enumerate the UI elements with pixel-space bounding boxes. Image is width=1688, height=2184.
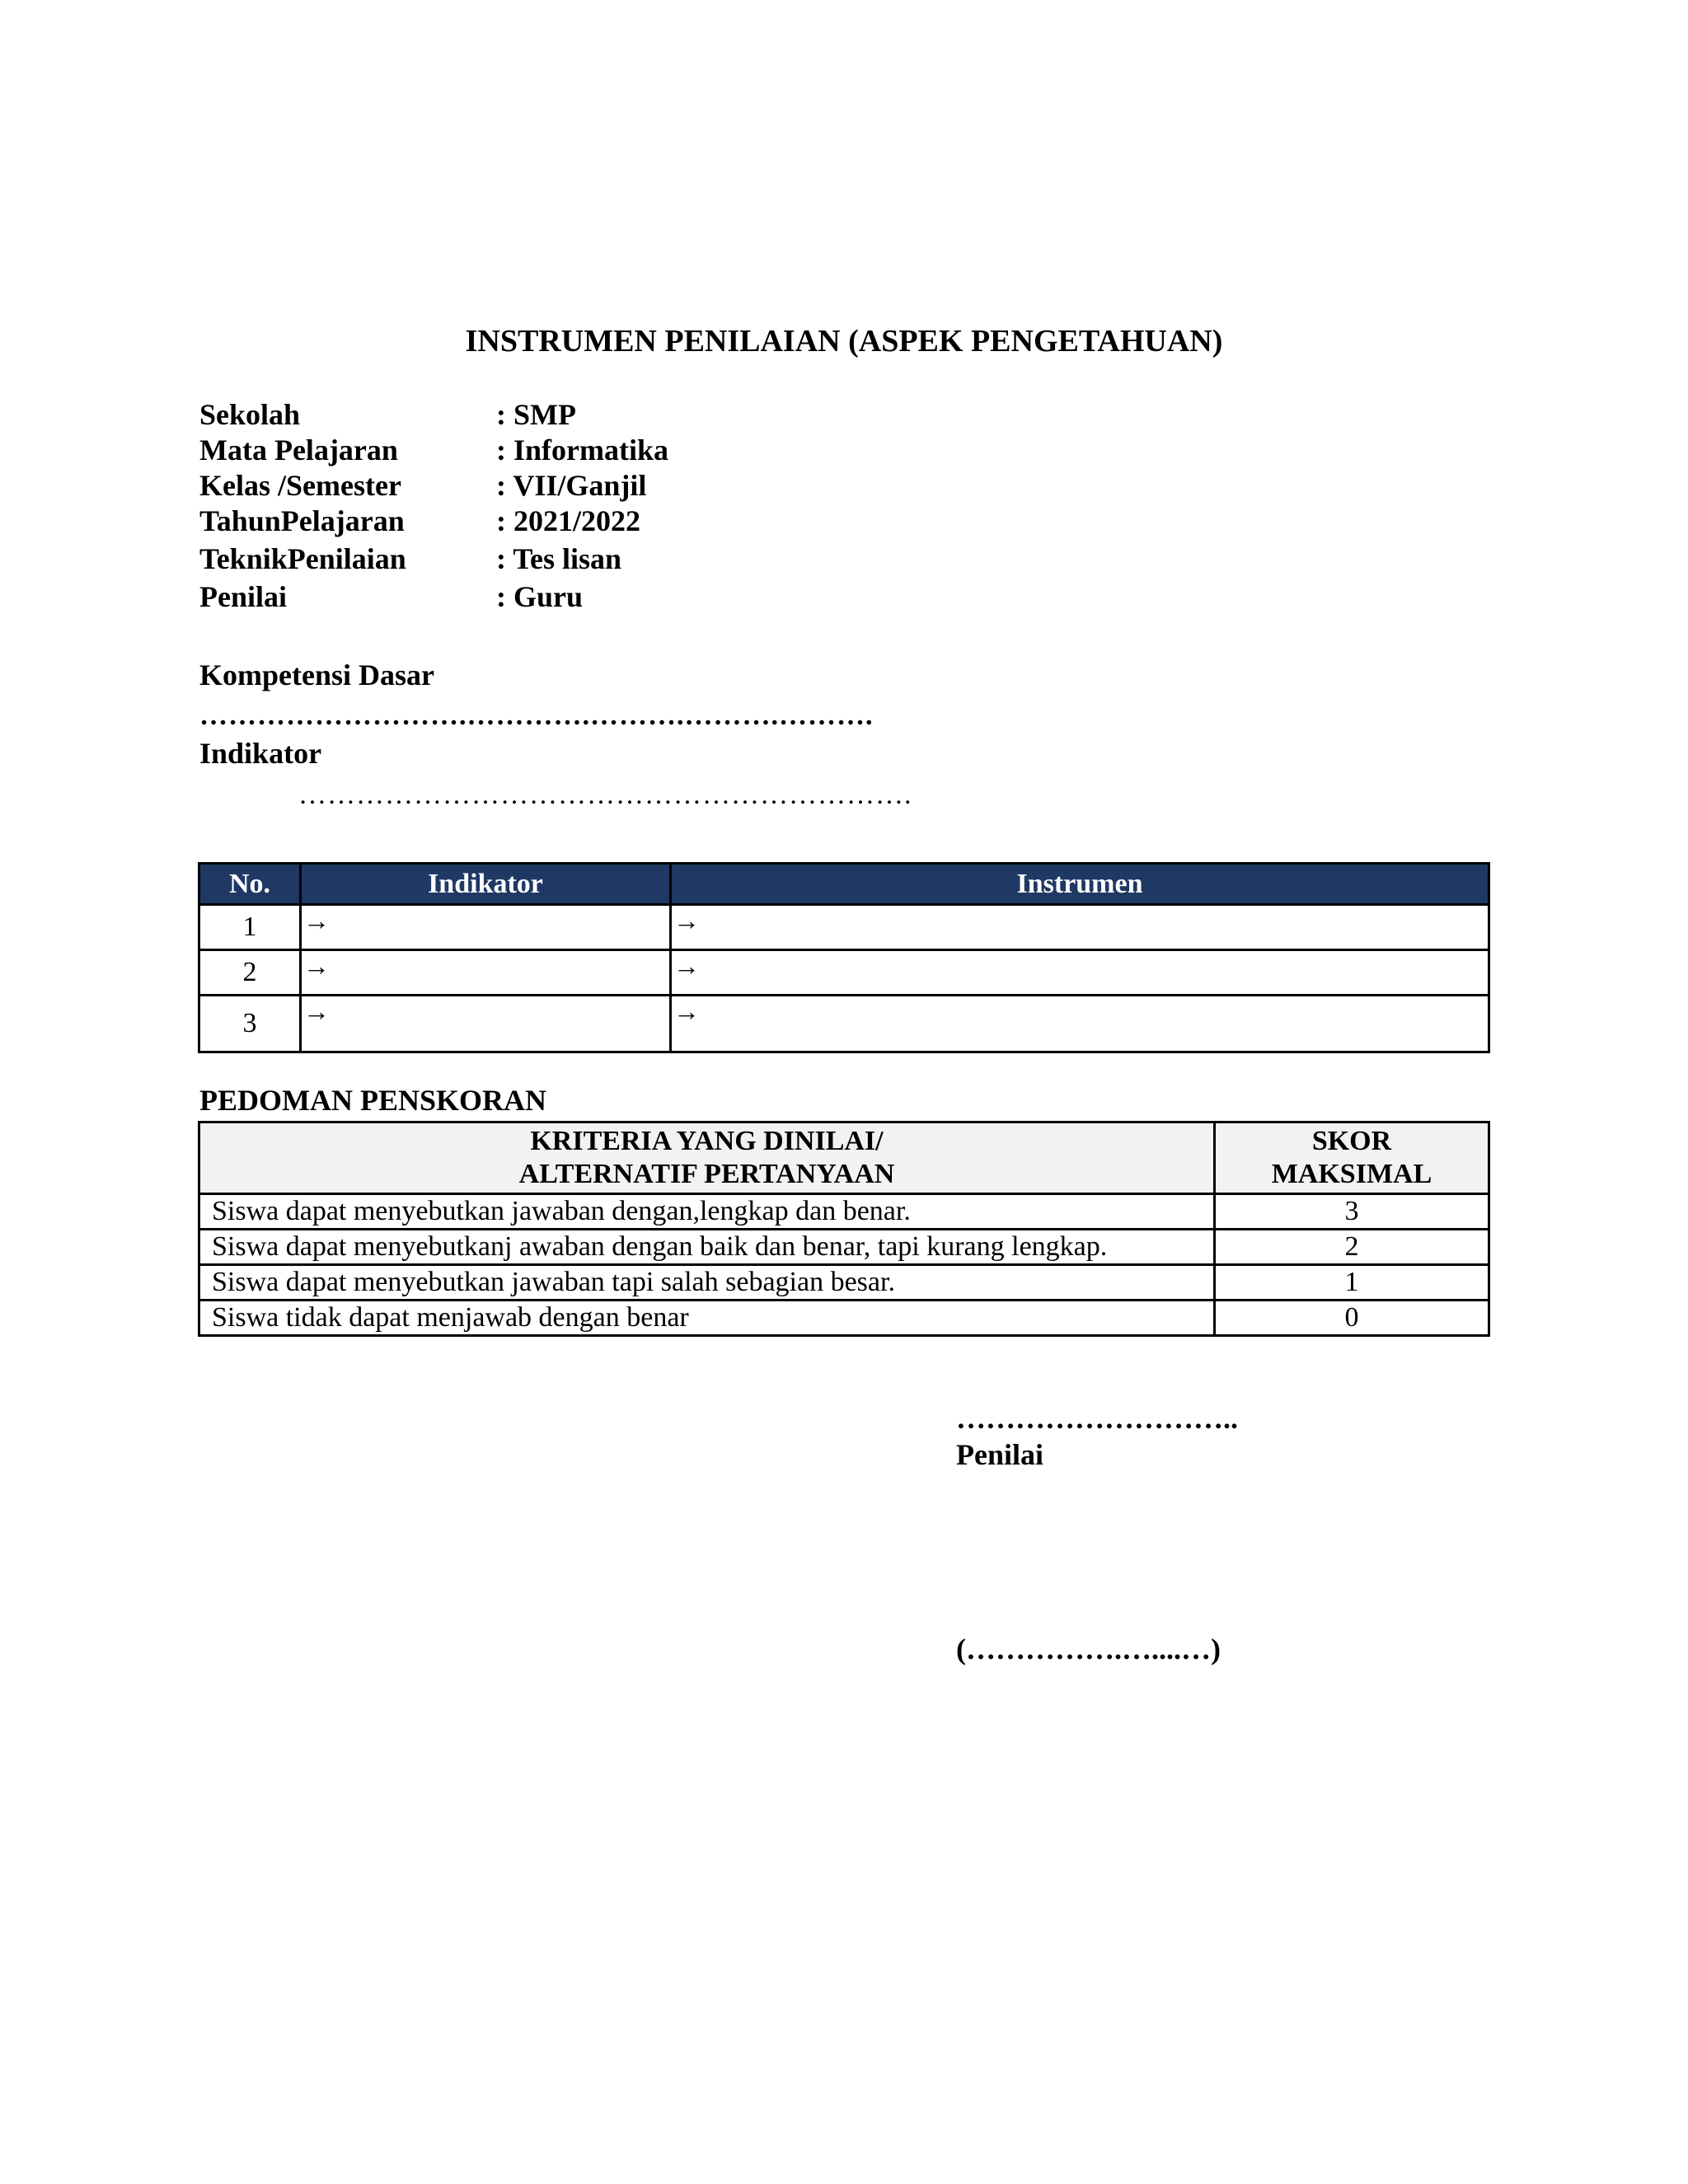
table-row [199, 1265, 1489, 1301]
header-kriteria [199, 1122, 1215, 1194]
info-value-kelas: : VII/Ganjil [496, 469, 647, 502]
header-kriteria-line2: ALTERNATIF PERTANYAAN [518, 1159, 895, 1189]
instrument-table [198, 862, 1490, 1053]
scoring-table [198, 1121, 1490, 1337]
table-row [199, 1194, 1489, 1230]
instrument-table-header [199, 864, 1489, 905]
table-row [199, 996, 1489, 1052]
indikator-dots: ………………………………………………………. [298, 780, 912, 810]
criteria-cell: Siswa dapat menyebutkan jawaban tapi salah sebagian besar. [199, 1265, 1215, 1301]
row-number: 2 [199, 950, 301, 996]
table-row [199, 1301, 1489, 1336]
score-cell: 1 [1215, 1265, 1489, 1301]
kompetensi-dots: ……………………….………….……….……….………. [199, 701, 874, 731]
instrumen-cell [671, 905, 1489, 950]
table-row [199, 950, 1489, 996]
info-label-penilai: Penilai [199, 580, 287, 613]
arrow-icon: → [303, 906, 330, 935]
signature-date-dots: ……………………….. [956, 1402, 1238, 1435]
signature-name-placeholder: (…………….…....…) [956, 1633, 1221, 1666]
arrow-icon: → [303, 996, 330, 1026]
info-label-mapel: Mata Pelajaran [199, 434, 398, 466]
indikator-label: Indikator [199, 737, 322, 770]
table-row [199, 905, 1489, 950]
table-row [199, 1230, 1489, 1265]
row-number: 1 [199, 905, 301, 950]
info-value-mapel: : Informatika [496, 434, 668, 466]
arrow-icon: → [673, 906, 700, 935]
info-label-kelas: Kelas /Semester [199, 469, 401, 502]
pedoman-heading: PEDOMAN PENSKORAN [199, 1084, 546, 1117]
info-value-penilai: : Guru [496, 580, 584, 613]
indikator-cell [301, 996, 671, 1052]
arrow-icon: → [673, 951, 700, 981]
info-value-teknik: : Tes lisan [496, 542, 622, 575]
header-skor [1215, 1122, 1489, 1194]
row-number: 3 [199, 996, 301, 1052]
header-indikator: Indikator [301, 864, 671, 905]
indikator-cell [301, 905, 671, 950]
info-label-tahun: TahunPelajaran [199, 504, 405, 537]
instrumen-cell [671, 950, 1489, 996]
info-label-sekolah: Sekolah [199, 398, 301, 431]
info-label-teknik: TeknikPenilaian [199, 542, 406, 575]
instrumen-cell [671, 996, 1489, 1052]
score-cell: 3 [1215, 1194, 1489, 1230]
page-title: INSTRUMEN PENILAIAN (ASPEK PENGETAHUAN) [465, 324, 1223, 359]
scoring-table-header [199, 1122, 1489, 1194]
header-instrumen: Instrumen [671, 864, 1489, 905]
score-cell: 2 [1215, 1230, 1489, 1265]
header-skor-line2: MAKSIMAL [1271, 1159, 1432, 1189]
header-skor-line1: SKOR [1311, 1126, 1392, 1156]
arrow-icon: → [673, 996, 700, 1026]
criteria-cell: Siswa dapat menyebutkanj awaban dengan baik dan benar, tapi kurang lengkap. [199, 1230, 1215, 1265]
criteria-cell: Siswa dapat menyebutkan jawaban dengan,lengkap dan benar. [199, 1194, 1215, 1230]
info-value-sekolah: : SMP [496, 398, 576, 431]
header-kriteria-line1: KRITERIA YANG DINILAI/ [530, 1126, 884, 1156]
indikator-cell [301, 950, 671, 996]
signature-label: Penilai [956, 1438, 1043, 1471]
criteria-cell: Siswa tidak dapat menjawab dengan benar [199, 1301, 1215, 1336]
score-cell: 0 [1215, 1301, 1489, 1336]
arrow-icon: → [303, 951, 330, 981]
header-no: No. [199, 864, 301, 905]
info-value-tahun: : 2021/2022 [496, 504, 640, 537]
kompetensi-label: Kompetensi Dasar [199, 658, 434, 691]
